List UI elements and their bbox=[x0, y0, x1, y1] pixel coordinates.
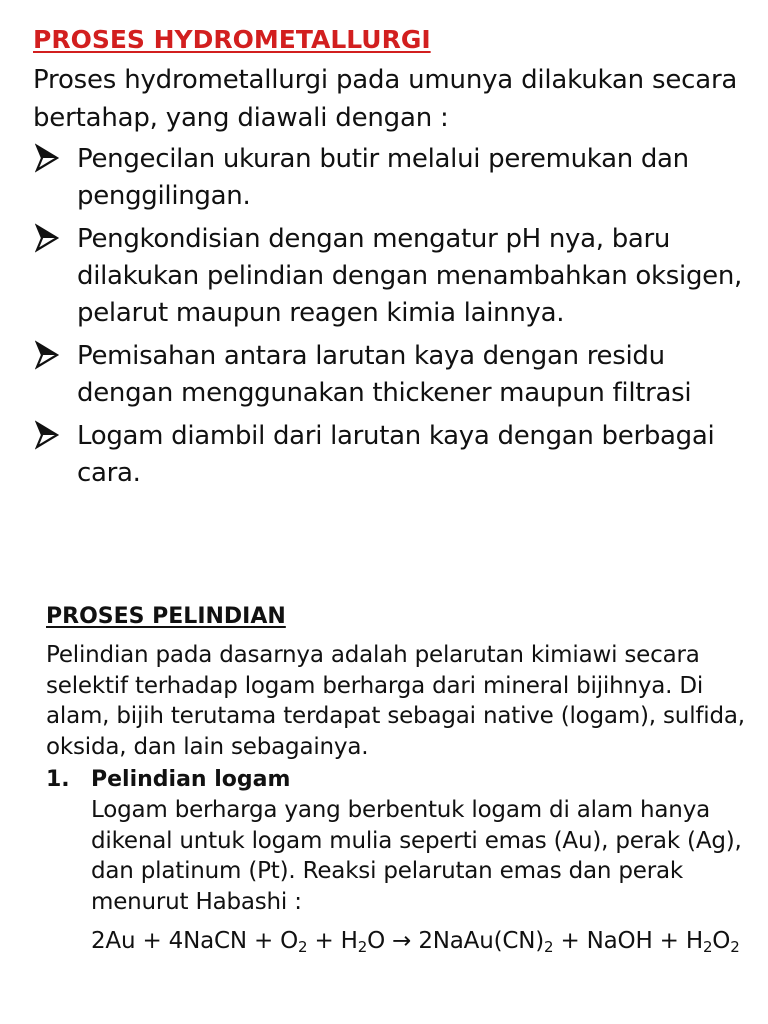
list-item bbox=[33, 338, 753, 412]
list-item bbox=[33, 221, 753, 332]
item-title: Pelindian logam bbox=[91, 767, 291, 792]
leaching-paragraph: Pelindian pada dasarnya adalah pelarutan kimiawi secara selektif terhadap logam berharga dari mineral bijihnya. Di alam, bijih terutama terdapat sebagai native (logam), sulfida, oksida, dan lain sebagainya. bbox=[46, 642, 745, 760]
bullet-text: Logam diambil dari larutan kaya dengan berbagai cara. bbox=[77, 421, 715, 488]
chemical-equation: 2Au + 4NaCN + $O_2 + H_2O$ → $2NaAu(CN)_2$ + NaOH + $H_2O_2$ bbox=[91, 928, 740, 956]
list-item bbox=[33, 418, 753, 492]
bullet-text: Pengecilan ukuran butir melalui peremukan dan penggilingan. bbox=[77, 144, 689, 211]
numbered-item-metal-leaching bbox=[46, 765, 746, 957]
intro-paragraph: Proses hydrometallurgi pada umunya dilakukan secara bertahap, yang diawali dengan : bbox=[33, 65, 738, 133]
section-title-leaching: PROSES PELINDIAN bbox=[46, 604, 286, 629]
arrow-bullet-icon bbox=[35, 419, 61, 451]
leaching-section bbox=[46, 602, 746, 957]
bullet-text: Pengkondisian dengan mengatur pH nya, baru dilakukan pelindian dengan menambahkan oksigen, pelarut maupun reagen kimia lainnya. bbox=[77, 224, 743, 328]
bullet-text: Pemisahan antara larutan kaya dengan residu dengan menggunakan thickener maupun filtrasi bbox=[77, 341, 692, 408]
arrow-bullet-icon bbox=[35, 339, 61, 371]
list-item bbox=[33, 141, 753, 215]
section-title-hydrometallurgy: PROSES HYDROMETALLURGI bbox=[33, 25, 431, 54]
reaction-arrow-icon: → bbox=[392, 928, 412, 954]
hydrometallurgy-section bbox=[33, 22, 753, 498]
arrow-bullet-icon bbox=[35, 142, 61, 174]
item-number: 1. bbox=[46, 767, 70, 792]
arrow-bullet-icon bbox=[35, 222, 61, 254]
item-body: Logam berharga yang berbentuk logam di alam hanya dikenal untuk logam mulia seperti emas (Au), perak (Ag), dan platinum (Pt). Reaksi pelarutan emas dan perak menurut Habashi : bbox=[91, 797, 742, 915]
process-steps-list bbox=[33, 141, 753, 492]
